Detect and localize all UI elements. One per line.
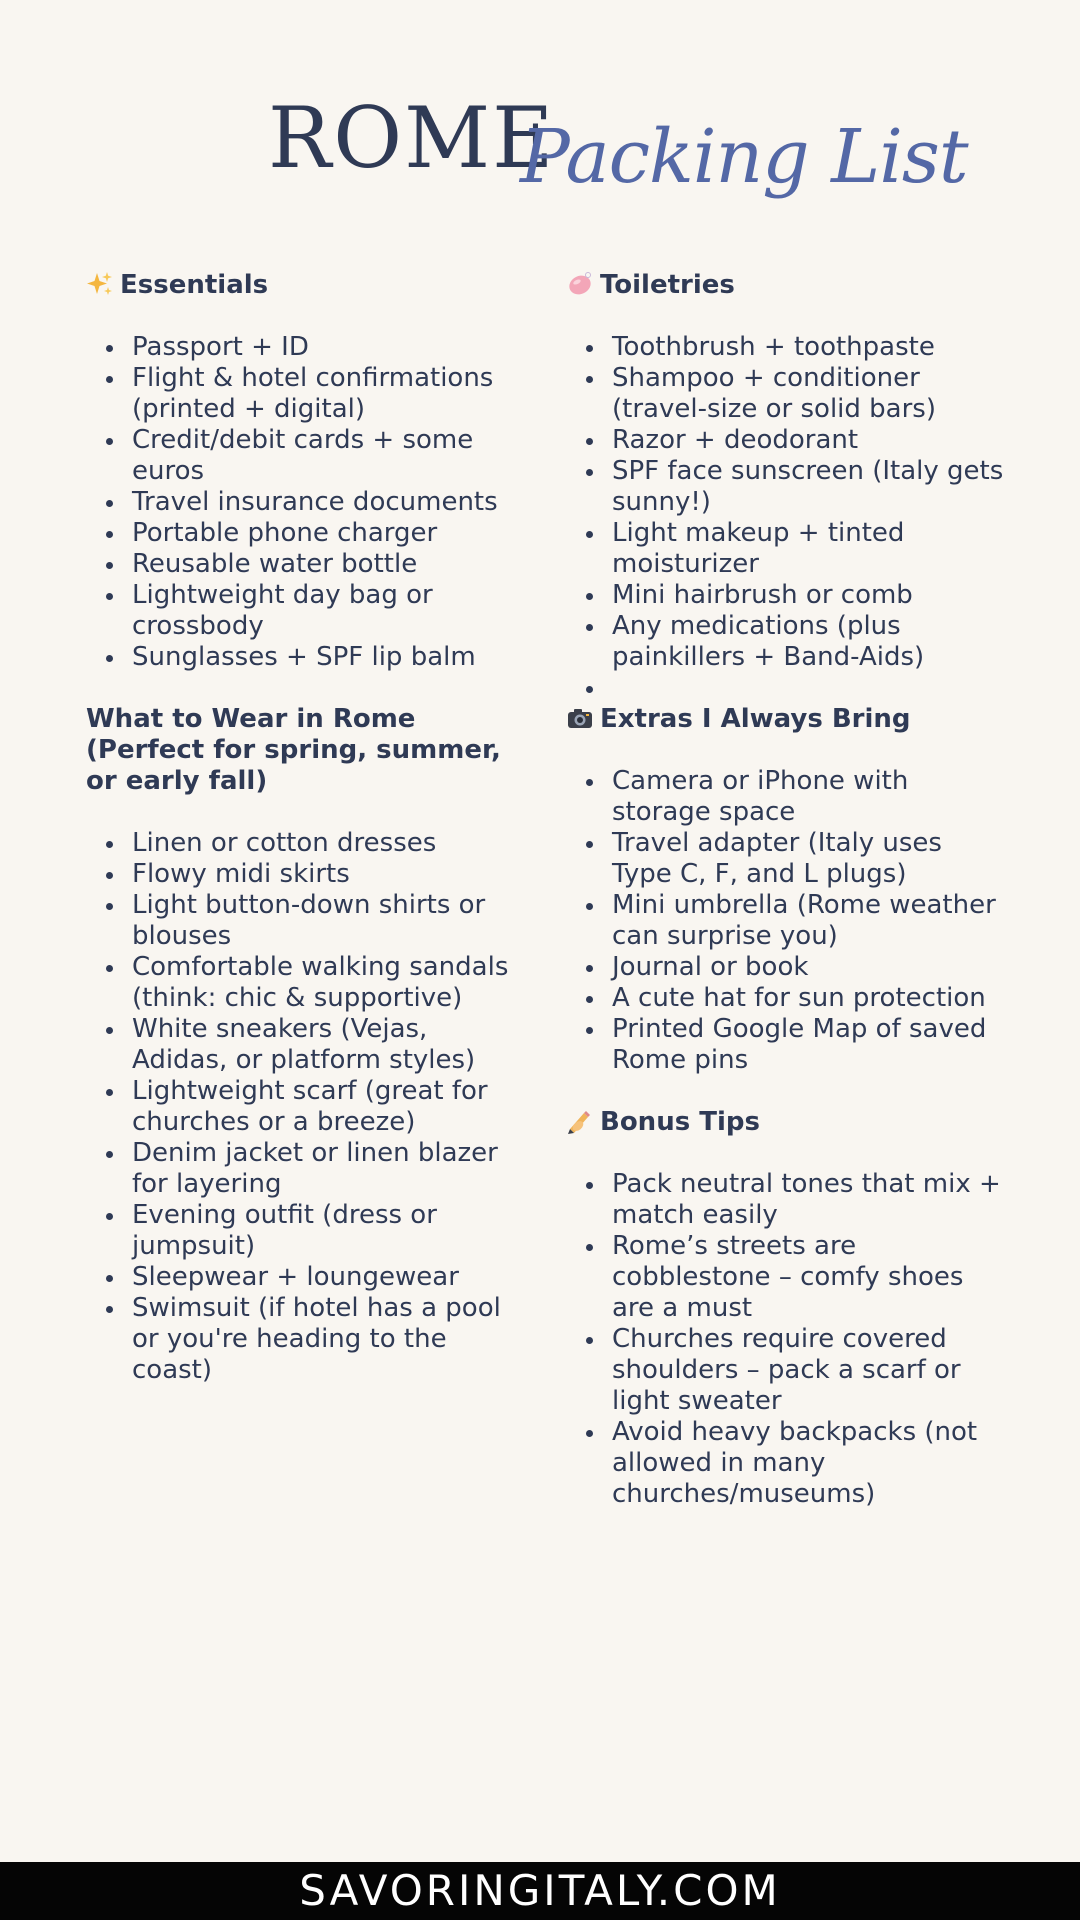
- extras-list: [566, 766, 1006, 1076]
- list-item: Mini umbrella (Rome weather can surprise you): [566, 890, 1006, 952]
- list-item: Avoid heavy backpacks (not allowed in many churches/museums): [566, 1417, 1006, 1510]
- list-item: Credit/debit cards + some euros: [86, 425, 526, 487]
- tips-list: [566, 1169, 1006, 1510]
- list-item: Journal or book: [566, 952, 1006, 983]
- list-item: Churches require covered shoulders – pack a scarf or light sweater: [566, 1324, 1006, 1417]
- list-item: SPF face sunscreen (Italy gets sunny!): [566, 456, 1006, 518]
- essentials-list: [86, 332, 526, 673]
- list-item: Printed Google Map of saved Rome pins: [566, 1014, 1006, 1076]
- list-item: Passport + ID: [86, 332, 526, 363]
- list-item: A cute hat for sun protection: [566, 983, 1006, 1014]
- list-item: Comfortable walking sandals (think: chic & supportive): [86, 952, 526, 1014]
- list-item: Denim jacket or linen blazer for layering: [86, 1138, 526, 1200]
- extras-heading-label: Extras I Always Bring: [600, 704, 911, 734]
- left-column: [86, 270, 526, 1417]
- list-item: Shampoo + conditioner (travel-size or solid bars): [566, 363, 1006, 425]
- list-item: Light button-down shirts or blouses: [86, 890, 526, 952]
- list-item: White sneakers (Vejas, Adidas, or platform styles): [86, 1014, 526, 1076]
- list-item: Mini hairbrush or comb: [566, 580, 1006, 611]
- writing-hand-icon: [566, 1107, 594, 1135]
- right-column: [566, 270, 1006, 1541]
- list-item: Pack neutral tones that mix + match easily: [566, 1169, 1006, 1231]
- list-item: Portable phone charger: [86, 518, 526, 549]
- list-item: Travel adapter (Italy uses Type C, F, and L plugs): [566, 828, 1006, 890]
- list-item: Travel insurance documents: [86, 487, 526, 518]
- sparkles-icon: [86, 270, 114, 298]
- list-item: Reusable water bottle: [86, 549, 526, 580]
- toiletries-list: [566, 332, 1006, 704]
- list-item: Flowy midi skirts: [86, 859, 526, 890]
- essentials-heading-label: Essentials: [120, 270, 269, 300]
- list-item: Camera or iPhone with storage space: [566, 766, 1006, 828]
- site-footer: SAVORINGITALY.COM: [0, 1862, 1080, 1920]
- toiletries-heading: [566, 270, 1006, 301]
- list-item: [566, 673, 1006, 704]
- camera-icon: [566, 704, 594, 732]
- title-packing-list: Packing List: [520, 114, 968, 200]
- extras-heading: [566, 704, 1006, 735]
- wear-heading-label: What to Wear in Rome (Perfect for spring, summer, or early fall): [86, 704, 501, 796]
- list-item: Rome’s streets are cobblestone – comfy shoes are a must: [566, 1231, 1006, 1324]
- list-item: Evening outfit (dress or jumpsuit): [86, 1200, 526, 1262]
- title-rome: ROME: [268, 89, 556, 187]
- essentials-heading: [86, 270, 526, 301]
- list-item: Light makeup + tinted moisturizer: [566, 518, 1006, 580]
- list-item: Lightweight scarf (great for churches or a breeze): [86, 1076, 526, 1138]
- list-item: Razor + deodorant: [566, 425, 1006, 456]
- tips-heading: [566, 1107, 1006, 1138]
- list-item: Sleepwear + loungewear: [86, 1262, 526, 1293]
- toiletries-heading-label: Toiletries: [600, 270, 735, 300]
- list-item: Any medications (plus painkillers + Band-Aids): [566, 611, 1006, 673]
- wear-list: [86, 828, 526, 1386]
- soap-icon: [566, 270, 594, 298]
- list-item: Toothbrush + toothpaste: [566, 332, 1006, 363]
- wear-heading: [86, 704, 526, 797]
- list-item: Swimsuit (if hotel has a pool or you're heading to the coast): [86, 1293, 526, 1386]
- list-item: Lightweight day bag or crossbody: [86, 580, 526, 642]
- list-item: Flight & hotel confirmations (printed + digital): [86, 363, 526, 425]
- list-item: Sunglasses + SPF lip balm: [86, 642, 526, 673]
- list-item: Linen or cotton dresses: [86, 828, 526, 859]
- page-title: [0, 88, 1080, 228]
- tips-heading-label: Bonus Tips: [600, 1107, 760, 1137]
